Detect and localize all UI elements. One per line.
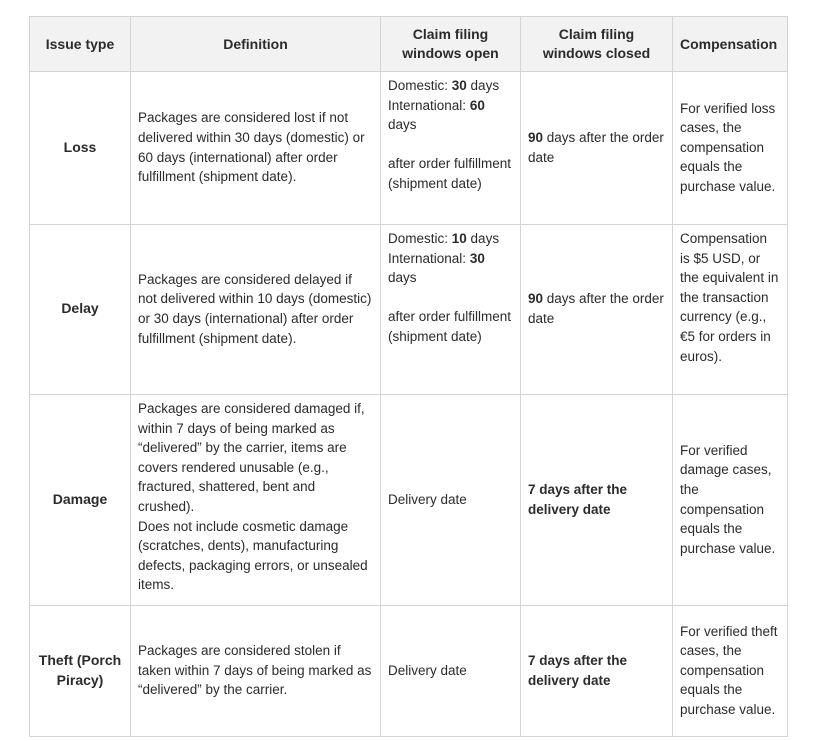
table-row-damage bbox=[30, 395, 788, 606]
closed-window-cell: 7 days after the delivery date bbox=[521, 606, 673, 737]
claims-table bbox=[29, 16, 788, 737]
closed-rest: days after the order date bbox=[528, 129, 664, 165]
closed-days: 90 bbox=[528, 129, 544, 145]
table-row-theft bbox=[30, 606, 788, 737]
international-days: 60 bbox=[469, 97, 485, 113]
definition-extra-text: Does not include cosmetic damage (scratches, dents), manufacturing defects, packaging errors, or unsealed items. bbox=[138, 518, 368, 593]
domestic-unit: days bbox=[466, 231, 500, 246]
header-issue-type: Issue type bbox=[30, 17, 131, 72]
issue-type-cell: Delay bbox=[30, 225, 131, 395]
definition-cell: Packages are considered delayed if not delivered within 10 days (domestic) or 30 days (international) after order fulfillment (shipment date). bbox=[131, 225, 381, 395]
header-definition: Definition bbox=[131, 17, 381, 72]
definition-text: Packages are considered damaged if, within 7 days of being marked as “delivered” by the carrier, items are covers rendered unusable (e.g., fractured, shattered, bent and crushed). bbox=[138, 401, 365, 514]
international-label: International: bbox=[388, 97, 470, 113]
open-window-cell: Delivery date bbox=[381, 395, 521, 606]
definition-cell: Packages are considered stolen if taken within 7 days of being marked as “delivered” by the carrier. bbox=[131, 606, 381, 737]
closed-window-cell bbox=[521, 72, 673, 225]
closed-window-cell bbox=[521, 225, 673, 395]
closed-days: 90 bbox=[528, 291, 544, 307]
issue-type-cell: Loss bbox=[30, 72, 131, 225]
issue-type-cell: Damage bbox=[30, 395, 131, 606]
header-closed: Claim filing windows closed bbox=[521, 17, 673, 72]
table-row-delay bbox=[30, 225, 788, 395]
header-compensation: Compensation bbox=[673, 17, 788, 72]
claims-table-container bbox=[29, 16, 787, 737]
closed-window-cell: 7 days after the delivery date bbox=[521, 395, 673, 606]
open-window-cell bbox=[381, 225, 521, 395]
compensation-cell: Compensation is $5 USD, or the equivalent in the transaction currency (e.g., €5 for orders in euros). bbox=[673, 225, 788, 395]
compensation-cell: For verified theft cases, the compensation equals the purchase value. bbox=[673, 606, 788, 737]
open-window-cell: Delivery date bbox=[381, 606, 521, 737]
international-unit: days bbox=[388, 270, 417, 286]
issue-type-cell: Theft (Porch Piracy) bbox=[30, 606, 131, 737]
open-after-text: after order fulfillment (shipment date) bbox=[388, 309, 512, 344]
open-after-text: after order fulfillment (shipment date) bbox=[388, 156, 512, 191]
compensation-cell: For verified loss cases, the compensation equals the purchase value. bbox=[673, 72, 788, 225]
domestic-days: 10 bbox=[451, 231, 467, 246]
international-unit: days bbox=[388, 117, 417, 133]
domestic-unit: days bbox=[466, 78, 500, 93]
closed-rest: days after the order date bbox=[528, 291, 664, 326]
compensation-cell: For verified damage cases, the compensation equals the purchase value. bbox=[673, 395, 788, 606]
domestic-label: Domestic: bbox=[388, 231, 452, 246]
table-header-row bbox=[30, 17, 788, 72]
header-open: Claim filing windows open bbox=[381, 17, 521, 72]
international-label: International: bbox=[388, 250, 470, 266]
international-days: 30 bbox=[469, 250, 485, 266]
domestic-label: Domestic: bbox=[388, 78, 452, 93]
definition-cell: Packages are considered lost if not delivered within 30 days (domestic) or 60 days (international) after order fulfillment (shipment date). bbox=[131, 72, 381, 225]
table-row-loss bbox=[30, 72, 788, 225]
open-window-cell bbox=[381, 72, 521, 225]
domestic-days: 30 bbox=[451, 78, 467, 93]
definition-cell bbox=[131, 395, 381, 606]
